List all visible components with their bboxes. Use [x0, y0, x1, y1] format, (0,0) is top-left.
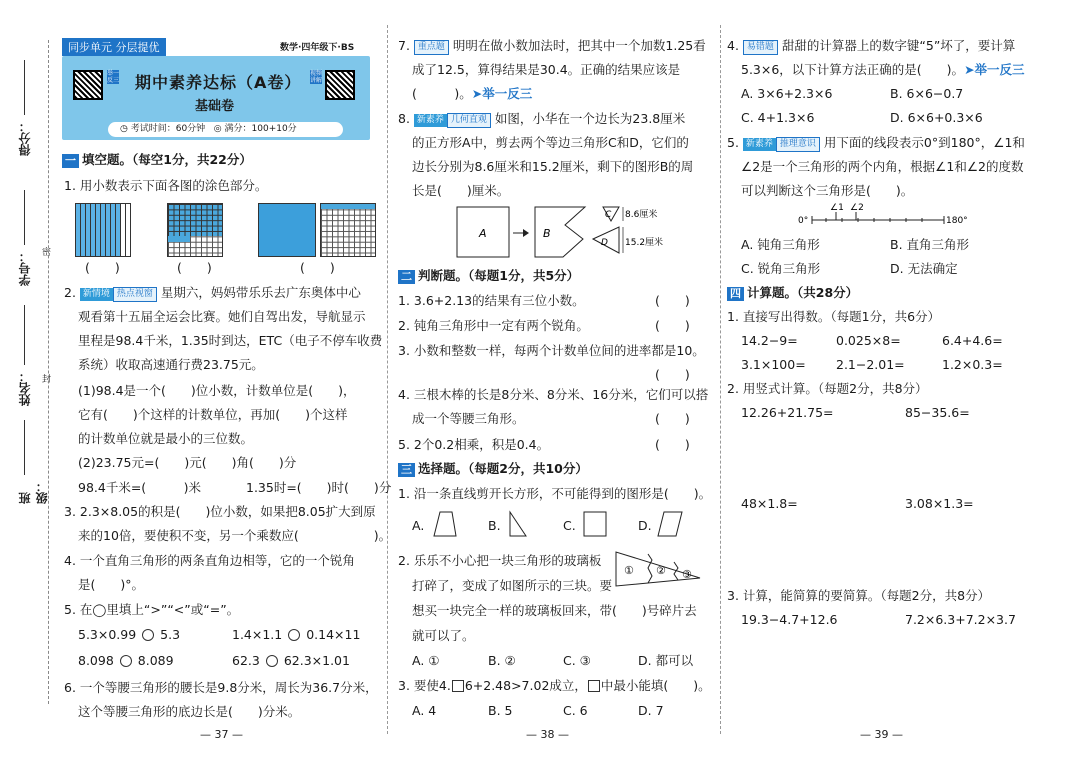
choice-3-c[interactable]: C. 6 [563, 703, 588, 718]
calc-1-item[interactable]: 2.1−2.01= [836, 357, 905, 372]
section-fill-blank: 一 填空题。（每空1分，共22分） [62, 152, 252, 168]
q2-line-4: 系统）收取高速通行费23.75元。 [78, 357, 264, 372]
label-b: B [543, 227, 551, 240]
choice-1-text: 1. 沿一条直线剪开长方形，不可能得到的图形是( )。 [398, 486, 712, 501]
angle-line-segment [796, 200, 976, 228]
calc-2-text: 2. 用竖式计算。（每题2分，共8分） [727, 381, 928, 396]
choice-2-c[interactable]: C. ③ [563, 653, 591, 668]
section-choice: 三 选择题。（每题2分，共10分） [398, 461, 588, 477]
q2-1-line-1: (1)98.4是一个( )位小数，计数单位是( )， [78, 383, 356, 398]
exam-subtitle: 基础卷 [195, 99, 235, 114]
judge-4-line-1: 4. 三根木棒的长是8分米、8分米、16分米，它们可以搭 [398, 387, 709, 402]
triangle-shape [510, 512, 526, 536]
choice-1-d[interactable]: D. [638, 518, 652, 533]
q2-1-line-2: 它有( )个这样的计数单位，再加( )个这样 [78, 407, 348, 422]
choice-1-b[interactable]: B. [488, 518, 501, 533]
calc-1-item[interactable]: 1.2×0.3= [942, 357, 1003, 372]
calc-2-item[interactable]: 85−35.6= [905, 405, 970, 420]
qr-left-caption: 举一反三 [107, 70, 120, 84]
q6-line-2: 这个等腰三角形的底边长是( )分米。 [78, 704, 301, 719]
q7-link[interactable]: ➤举一反三 [471, 86, 533, 101]
series-tag: 同步单元 分层提优 [62, 38, 166, 56]
square-cut-diagram [455, 203, 715, 263]
q4-39-line-1: 4. 易错题 甜甜的计算器上的数字键“5”坏了，要计算 [727, 38, 1016, 53]
judge-2: 2. 钝角三角形中一定有两个锐角。 [398, 318, 589, 333]
q7-line-1: 7. 重点题 明明在做小数加法时，把其中一个加数1.25看 [398, 38, 706, 53]
cut-line [48, 40, 49, 704]
column-divider-1 [387, 25, 388, 734]
star-icon: ◎ [213, 124, 222, 134]
q4-link[interactable]: ➤举一反三 [964, 62, 1025, 77]
q7-line-2: 成了12.5，算得结果是30.4。正确的结果应该是 [412, 62, 681, 77]
piece-2: ② [656, 564, 666, 577]
180-degree: 180° [946, 216, 968, 226]
section-judgement: 二 判断题。（每题1分，共5分） [398, 268, 579, 284]
page-number-37: — 37 — [200, 728, 243, 741]
choice-1-a[interactable]: A. [412, 518, 425, 533]
q4-opt-c[interactable]: C. 4+1.3×6 [741, 110, 815, 125]
choice-3-a[interactable]: A. 4 [412, 703, 437, 718]
q4-opt-b[interactable]: B. 6×6−0.7 [890, 86, 964, 101]
q3-line-1: 3. 2.3×8.05的积是( )位小数，如果把8.05扩大到原 [64, 504, 376, 519]
d-length: 15.2厘米 [625, 238, 664, 248]
score-label: 得分： [18, 120, 32, 156]
choice-2-line-1: 2. 乐乐不小心把一块三角形的玻璃板 [398, 553, 602, 568]
q4-line-2: 是( )°。 [78, 577, 145, 592]
q4-opt-d[interactable]: D. 6×6+0.3×6 [890, 110, 983, 125]
class-label: 班级： [18, 480, 49, 504]
piece-3: ③ [682, 568, 692, 581]
book-meta: 数学·四年级下·BS [280, 43, 355, 53]
q8-line-4: 长是( )厘米。 [412, 183, 510, 198]
q5-row-1b: 1.4×1.1 0.14×11 [232, 627, 361, 642]
choice-2-b[interactable]: B. ② [488, 653, 516, 668]
calc-3-item[interactable]: 19.3−4.7+12.6 [741, 612, 838, 627]
compare-circle[interactable] [288, 629, 300, 641]
q5-39-line-1: 5. 新素养 推理意识 用下面的线段表示0°到180°，∠1和 [727, 135, 1025, 150]
full-square-figure [258, 203, 316, 257]
calc-2-item[interactable]: 3.08×1.3= [905, 496, 974, 511]
judge-answer-4[interactable]: ( ) [655, 411, 690, 426]
q4-line-1: 4. 一个直角三角形的两条直角边相等，它的一个锐角 [64, 553, 355, 568]
q6-line-1: 6. 一个等腰三角形的腰长是9.8分米，周长为36.7分米， [64, 680, 378, 695]
judge-answer-1[interactable]: ( ) [655, 293, 690, 308]
calc-2-item[interactable]: 48×1.8= [741, 496, 798, 511]
angle-2-label: ∠2 [850, 203, 864, 213]
q8-line-2: 的正方形A中，剪去两个等边三角形C和D，它们的 [412, 135, 689, 150]
trapezoid-shape [434, 512, 456, 536]
q5-text: 5. 在◯里填上“>”“<”或“=”。 [64, 602, 240, 617]
q5-row-2a: 8.098 8.089 [78, 653, 174, 668]
q7-line-3: ( )。➤举一反三 [412, 86, 533, 101]
name-label: 姓名： [18, 370, 32, 406]
choice-3-d[interactable]: D. 7 [638, 703, 664, 718]
q2-1-line-3: 的计数单位就是最小的三位数。 [78, 431, 254, 446]
broken-glass-figure [612, 548, 704, 588]
page-number-38: — 38 — [526, 728, 569, 741]
exam-info-bar [108, 122, 343, 137]
calc-3-text: 3. 计算，能简算的要简算。（每题2分，共8分） [727, 588, 991, 603]
q1-blank-2[interactable]: ( ) [177, 260, 212, 275]
qr-right-caption: 视频讲解 [310, 70, 323, 84]
q1-text: 1. 用小数表示下面各图的涂色部分。 [64, 178, 268, 193]
q5-39-line-2: ∠2是一个三角形的两个内角，根据∠1和∠2的度数 [741, 159, 1024, 174]
compare-circle[interactable] [120, 655, 132, 667]
calc-2-item[interactable]: 12.26+21.75= [741, 405, 834, 420]
angle-1-label: ∠1 [830, 203, 844, 213]
qr-code-right[interactable] [325, 70, 355, 100]
judge-answer-5[interactable]: ( ) [655, 437, 690, 452]
grid-figure [167, 203, 223, 257]
choice-2-line-4: 就可以了。 [412, 628, 475, 643]
clock-icon: ◷ [120, 124, 128, 134]
label-a: A [479, 227, 487, 240]
q1-blank-3[interactable]: ( ) [300, 260, 335, 275]
label-d: D [601, 238, 608, 248]
choice-2-a[interactable]: A. ① [412, 653, 440, 668]
q1-blank-1[interactable]: ( ) [85, 260, 120, 275]
choice-3-b[interactable]: B. 5 [488, 703, 513, 718]
choice-2-d[interactable]: D. 都可以 [638, 653, 694, 668]
choice-3-text: 3. 要使4. 6+2.48>7.02成立， 中最小能填( )。 [398, 678, 711, 693]
digit-box[interactable] [588, 680, 600, 692]
choice-2-line-3: 想买一块完全一样的玻璃板回来，带( )号碎片去 [412, 603, 697, 618]
page-number-39: — 39 — [860, 728, 903, 741]
qr-code-left[interactable] [73, 70, 103, 100]
q5-row-1a: 5.3×0.99 5.3 [78, 627, 181, 642]
q2-line-2: 观看第十五届全运会比赛。她们自驾出发，导航显示 [78, 309, 366, 324]
digit-box[interactable] [452, 680, 464, 692]
calc-3-item[interactable]: 7.2×6.3+7.2×3.7 [905, 612, 1016, 627]
compare-circle[interactable] [142, 629, 154, 641]
exam-time: 考试时间：60分钟 [130, 124, 206, 134]
judge-5: 5. 2个0.2相乘，积是0.4。 [398, 437, 550, 452]
exam-title: 期中素养达标（A卷） [135, 73, 302, 92]
seal-mark: 密 [42, 248, 52, 258]
q4-opt-a[interactable]: A. 3×6+2.3×6 [741, 86, 833, 101]
q2-2-line-2: 98.4千米=( )米 [78, 480, 202, 495]
strip-figure [75, 203, 131, 257]
parallelogram-shape [658, 512, 682, 536]
judge-answer-3[interactable]: ( ) [655, 367, 690, 382]
choice-1-shapes [430, 508, 700, 540]
q3-line-2: 来的10倍，要使积不变，另一个乘数应( )。 [78, 528, 392, 543]
q8-line-3: 边长分别为8.6厘米和15.2厘米，剩下的图形B的周 [412, 159, 694, 174]
section-calculation: 四 计算题。（共28分） [727, 285, 858, 301]
score-line[interactable] [24, 60, 25, 115]
label-c: C [605, 210, 612, 220]
calc-1-item[interactable]: 0.025×8= [836, 333, 901, 348]
q5-opt-d[interactable]: D. 无法确定 [890, 261, 958, 276]
q2-2-line-3: 1.35时=( )时( )分 [246, 480, 392, 495]
q2-2-line-1: (2)23.75元=( )元( )角( )分 [78, 455, 297, 470]
rectangle-shape [584, 512, 606, 536]
calc-1-item[interactable]: 3.1×100= [741, 357, 806, 372]
choice-2-line-2: 打碎了，变成了如图所示的三块。要 [412, 578, 613, 593]
exam-score: 满分：100+10分 [224, 124, 297, 134]
judge-3: 3. 小数和整数一样，每两个计数单位间的进率都是10。 [398, 343, 705, 358]
q8-line-1: 8. 新素养 几何直观 如图，小华在一个边长为23.8厘米 [398, 111, 686, 126]
judge-4-line-2: 成一个等腰三角形。 [412, 411, 525, 426]
calc-1-item[interactable]: 6.4+4.6= [942, 333, 1003, 348]
calc-1-item[interactable]: 14.2−9= [741, 333, 798, 348]
choice-1-c[interactable]: C. [563, 518, 576, 533]
judge-answer-2[interactable]: ( ) [655, 318, 690, 333]
zero-degree: 0° [798, 216, 809, 226]
class-line[interactable] [24, 420, 25, 475]
name-line[interactable] [24, 305, 25, 365]
c-length: 8.6厘米 [625, 210, 658, 220]
q2-line-3: 里程是98.4千米，1.35时到达，ETC（电子不停车收费 [78, 333, 383, 348]
q5-opt-b[interactable]: B. 直角三角形 [890, 237, 970, 252]
calc-1-text: 1. 直接写出得数。（每题1分，共6分） [727, 309, 941, 324]
q2-first-line: 2. 新情境 热点视窗 星期六，妈妈带乐乐去广东奥体中心 [64, 285, 361, 300]
q5-39-line-3: 可以判断这个三角形是( )。 [741, 183, 914, 198]
number-label: 学号： [18, 250, 32, 286]
q5-opt-c[interactable]: C. 锐角三角形 [741, 261, 821, 276]
q5-opt-a[interactable]: A. 钝角三角形 [741, 237, 820, 252]
judge-1: 1. 3.6+2.13的结果有三位小数。 [398, 293, 585, 308]
partial-grid-figure [320, 203, 376, 257]
piece-1: ① [624, 564, 634, 577]
number-line[interactable] [24, 190, 25, 245]
binding-margin [10, 60, 50, 504]
q5-row-2b: 62.3 62.3×1.01 [232, 653, 350, 668]
compare-circle[interactable] [266, 655, 278, 667]
q4-39-line-2: 5.3×6，以下计算方法正确的是( )。➤举一反三 [741, 62, 1025, 77]
column-divider-2 [720, 25, 721, 734]
seal-mark-2: 封 [42, 375, 52, 385]
